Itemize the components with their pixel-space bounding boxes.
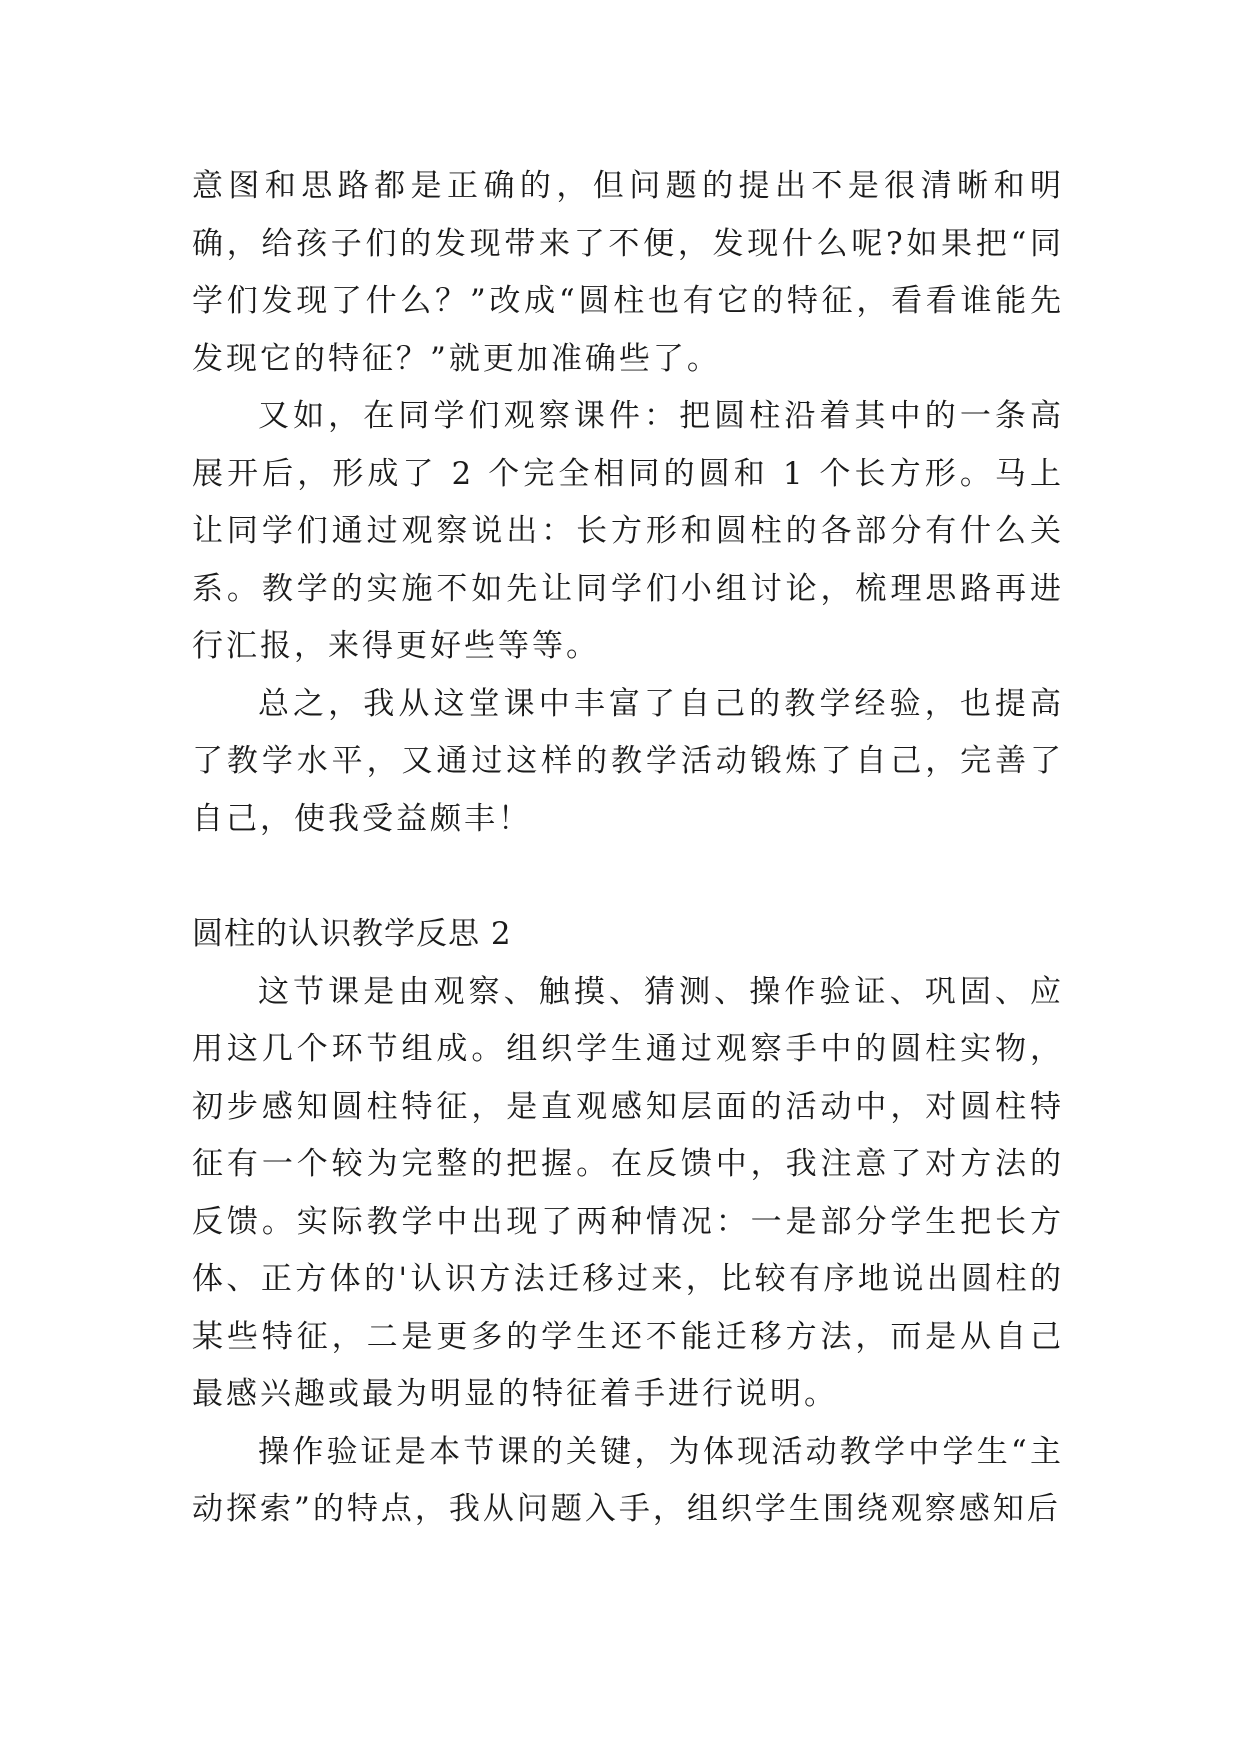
section-heading: 圆柱的认识教学反思 2 (192, 916, 512, 952)
paragraph-3: 总之，我从这堂课中丰富了自己的教学经验，也提高了教学水平，又通过这样的教学活动锻炼了自己，完善了自己，使我受益颇丰！ (192, 685, 1064, 837)
paragraph-4: 这节课是由观察、触摸、猜测、操作验证、巩固、应用这几个环节组成。组织学生通过观察手中的圆柱实物，初步感知圆柱特征，是直观感知层面的活动中，对圆柱特征有一个较为完整的把握。在反馈中，我注意了对方法的反馈。实际教学中出现了两种情况：一是部分学生把长方体、正方体的'认识方法迁移过来，比较有序地说出圆柱的某些特征，二是更多的学生还不能迁移方法，而是从自己最感兴趣或最为明显的特征着手进行说明。 (192, 973, 1064, 1412)
document-body (192, 158, 1064, 1539)
paragraph-2: 又如，在同学们观察课件：把圆柱沿着其中的一条高展开后，形成了 2 个完全相同的圆和 1 个长方形。马上让同学们通过观察说出：长方形和圆柱的各部分有什么关系。教学的实施不如先让同学们小组讨论，梳理思路再进行汇报，来得更好些等等。 (192, 398, 1064, 664)
section-spacer (192, 848, 1064, 906)
paragraph-1: 意图和思路都是正确的，但问题的提出不是很清晰和明确，给孩子们的发现带来了不便，发现什么呢?如果把“同学们发现了什么？”改成“圆柱也有它的特征，看看谁能先发现它的特征？”就更加准确些了。 (192, 168, 1064, 377)
paragraph-5: 操作验证是本节课的关键，为体现活动教学中学生“主动探索”的特点，我从问题入手，组织学生围绕观察感知后 (192, 1433, 1064, 1527)
